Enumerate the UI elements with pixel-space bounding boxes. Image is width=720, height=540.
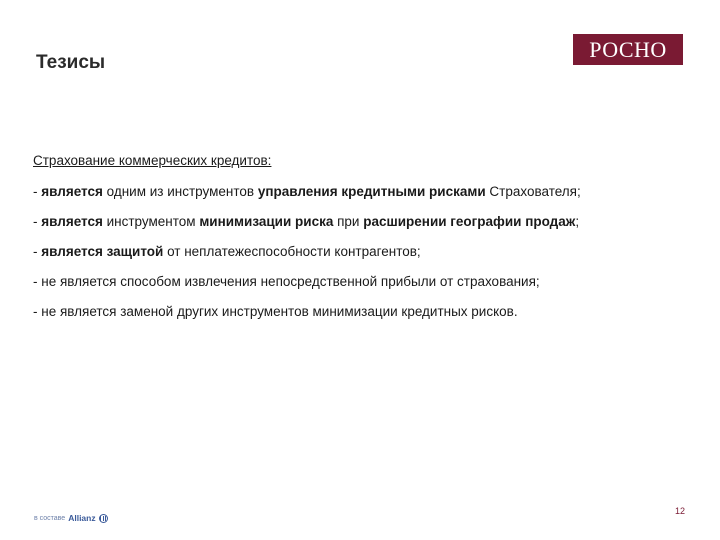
slide-title: Тезисы bbox=[36, 52, 106, 73]
footer-prefix: в составе bbox=[34, 514, 66, 522]
thesis-line-2 bbox=[33, 213, 703, 231]
thesis-line-3 bbox=[33, 243, 703, 261]
line-text-bold: является bbox=[41, 214, 103, 229]
thesis-line-1 bbox=[33, 183, 703, 201]
line-text: ; bbox=[575, 214, 580, 229]
line-text-bold: минимизации риска bbox=[199, 214, 334, 229]
line-text: от неплатежеспособности контрагентов; bbox=[163, 244, 421, 259]
line-text: одним из инструментов bbox=[102, 184, 258, 199]
line-text-bold: управления кредитными рисками bbox=[257, 184, 486, 199]
line-text: - bbox=[33, 244, 42, 259]
page-number: 12 bbox=[675, 506, 686, 516]
line-text-bold: является защитой bbox=[41, 244, 164, 259]
line-text: инструментом bbox=[102, 214, 200, 229]
line-text: Страхователя; bbox=[485, 184, 581, 199]
line-text: - bbox=[33, 184, 42, 199]
theses-content bbox=[33, 152, 703, 333]
footer-brand: Allianz bbox=[68, 513, 96, 523]
line-text: - bbox=[33, 214, 42, 229]
line-text-bold: расширении географии продаж bbox=[363, 214, 576, 229]
allianz-footer-logo bbox=[34, 513, 108, 523]
thesis-line-4 bbox=[33, 273, 703, 291]
line-text: при bbox=[333, 214, 364, 229]
theses-heading: Страхование коммерческих кредитов: bbox=[33, 153, 272, 168]
allianz-eagle-icon bbox=[99, 514, 108, 523]
thesis-line-5 bbox=[33, 303, 703, 321]
rosno-logo bbox=[573, 34, 683, 65]
line-text: - не является заменой других инструментов минимизации кредитных рисков. bbox=[33, 304, 518, 319]
logo-text: РОСНО bbox=[589, 36, 667, 62]
line-text-bold: является bbox=[41, 184, 103, 199]
line-text: - не является способом извлечения непосредственной прибыли от страхования; bbox=[33, 274, 540, 289]
